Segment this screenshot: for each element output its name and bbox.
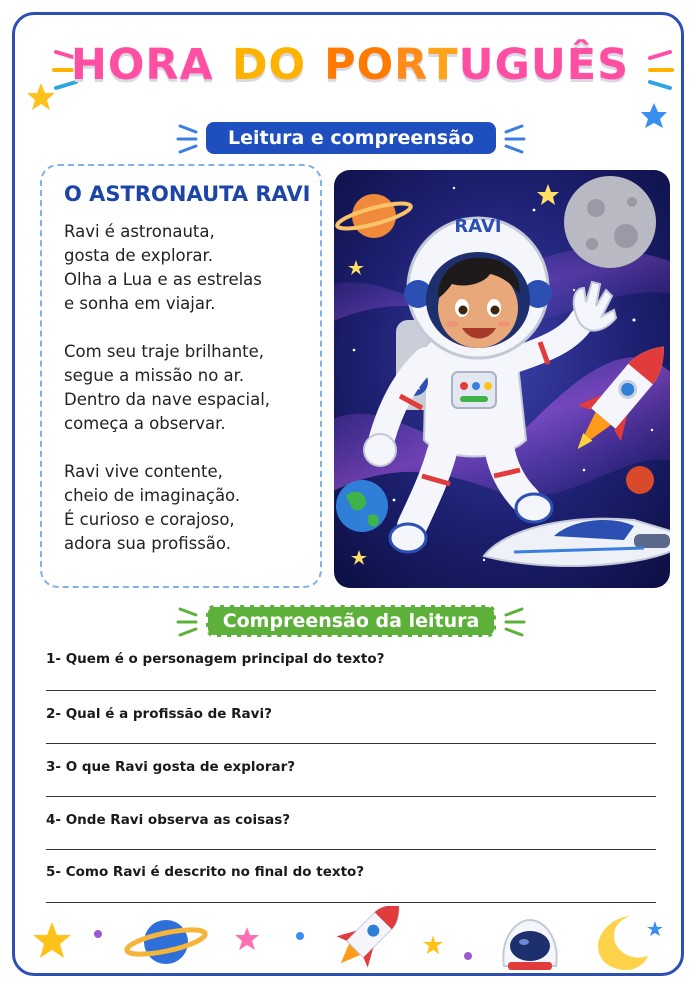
title-letter: R	[394, 40, 429, 90]
moon-icon	[590, 912, 650, 972]
title-letter: O	[268, 40, 307, 90]
verse-line: começa a observar.	[64, 414, 226, 433]
verse-line: cheio de imaginação.	[64, 486, 241, 505]
title-letter	[214, 34, 232, 96]
question-2: 2- Qual é a profissão de Ravi?	[46, 706, 272, 722]
title-letter: O	[107, 40, 146, 90]
title-letter: T	[428, 40, 459, 90]
title-letter: P	[324, 40, 357, 90]
dot-icon	[92, 928, 104, 940]
pill-dashes-right-icon	[500, 122, 526, 156]
story-title: O ASTRONAUTA RAVI	[64, 182, 311, 206]
verse-line: Olha a Lua e as estrelas	[64, 270, 262, 289]
helmet-label: RAVI	[454, 216, 502, 237]
title-letter: A	[179, 40, 214, 90]
verse-line: gosta de explorar.	[64, 246, 214, 265]
verse-line: segue a missão no ar.	[64, 366, 245, 385]
answer-line[interactable]	[46, 796, 656, 797]
title-letter: U	[458, 40, 495, 90]
astronaut-illustration	[334, 170, 670, 588]
dot-icon	[462, 950, 474, 962]
star-icon	[640, 102, 668, 130]
answer-line[interactable]	[46, 690, 656, 691]
verse-line: adora sua profissão.	[64, 534, 231, 553]
dot-icon	[294, 930, 306, 942]
question-3: 3- O que Ravi gosta de explorar?	[46, 759, 296, 775]
section-label-reading: Leitura e compreensão	[206, 122, 496, 154]
pill-dashes-left-icon	[176, 605, 202, 639]
rocket-icon	[318, 906, 404, 976]
question-4: 4- Onde Ravi observa as coisas?	[46, 812, 291, 828]
title-letter: Ê	[566, 40, 598, 90]
planet-icon	[124, 912, 208, 972]
verse-line: e sonha em viajar.	[64, 294, 216, 313]
title-letter: O	[356, 40, 395, 90]
verse-line: Ravi vive contente,	[64, 462, 223, 481]
answer-line[interactable]	[46, 849, 656, 850]
verse-line: Com seu traje brilhante,	[64, 342, 265, 361]
story-text	[64, 220, 314, 580]
question-5: 5- Como Ravi é descrito no final do texto?	[46, 864, 365, 880]
title-letter: S	[597, 40, 630, 90]
answer-line[interactable]	[46, 743, 656, 744]
stanza	[64, 340, 314, 436]
pill-dashes-right-icon	[500, 605, 526, 639]
title-letter	[306, 34, 324, 96]
story-box	[40, 164, 322, 588]
answer-line[interactable]	[46, 902, 656, 903]
verse-line: Dentro da nave espacial,	[64, 390, 271, 409]
star-icon	[32, 920, 72, 960]
title-letter: H	[70, 40, 108, 90]
title-letter: R	[145, 40, 180, 90]
verse-line: Ravi é astronauta,	[64, 222, 215, 241]
star-icon	[646, 920, 664, 938]
pill-dashes-left-icon	[176, 122, 202, 156]
stanza	[64, 220, 314, 316]
star-icon	[422, 934, 444, 956]
title-letter: G	[494, 40, 531, 90]
helmet-icon	[498, 916, 562, 972]
title-letter: D	[231, 40, 269, 90]
star-icon	[234, 926, 260, 952]
page-title	[0, 34, 700, 96]
question-1: 1- Quem é o personagem principal do texto?	[46, 651, 385, 667]
section-label-comprehension: Compreensão da leitura	[206, 605, 496, 637]
title-letter: U	[530, 40, 567, 90]
stanza	[64, 460, 314, 556]
verse-line: É curioso e corajoso,	[64, 510, 235, 529]
